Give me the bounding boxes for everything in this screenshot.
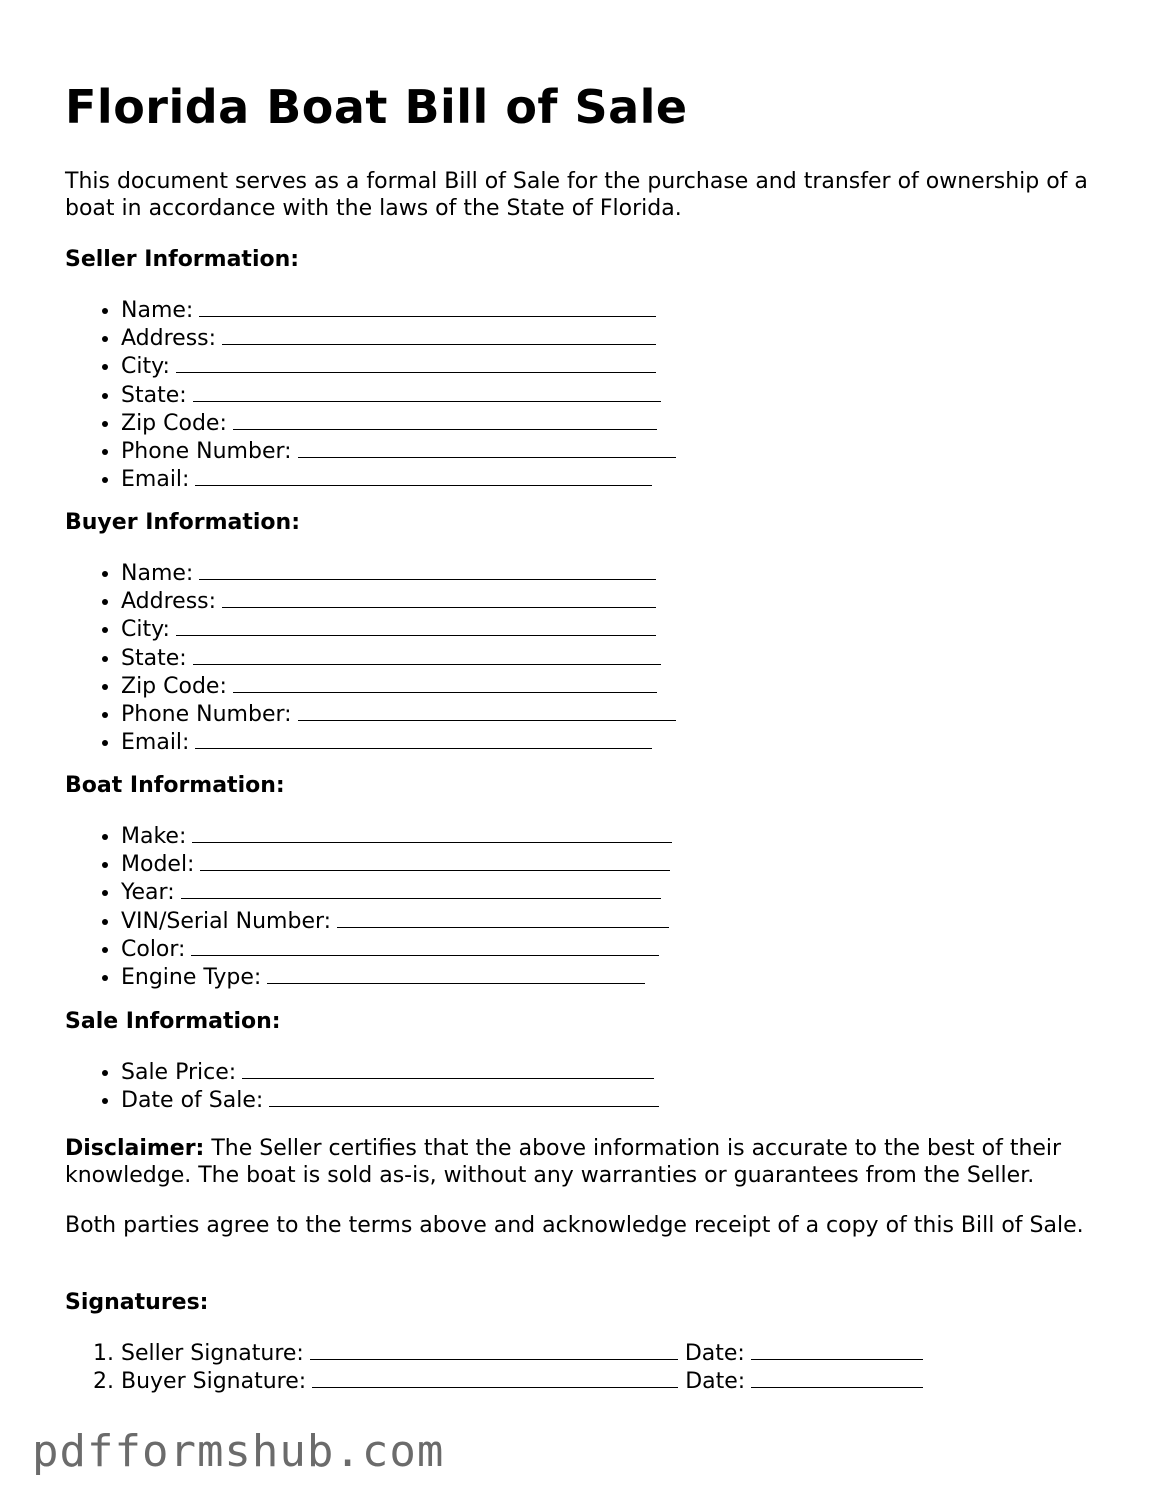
seller-phone-field: • Phone Number: [121, 437, 676, 465]
boat-engine-field: • Engine Type: [121, 963, 672, 991]
seller-email-field: • Email: [121, 465, 676, 493]
seller-field-list [65, 296, 676, 493]
boat-make-field: • Make: [121, 822, 672, 850]
intro-paragraph: This document serves as a formal Bill of Sale for the purchase and transfer of ownership of a boat in accordance with the laws of the State of Florida. [65, 169, 1088, 221]
seller-city-blank[interactable] [176, 352, 656, 373]
disclaimer-paragraph [65, 1135, 1100, 1189]
sale-price-field: • Sale Price: [121, 1058, 659, 1086]
buyer-address-blank[interactable] [222, 587, 656, 608]
buyer-zip-field: • Zip Code: [121, 672, 676, 700]
seller-city-field: • City: [121, 352, 676, 380]
seller-signature-item: 1. Seller Signature: Date: [121, 1339, 923, 1367]
buyer-name-blank[interactable] [199, 559, 656, 580]
buyer-state-field: • State: [121, 644, 676, 672]
seller-signature-blank[interactable] [310, 1339, 678, 1360]
buyer-section-heading: Buyer Information: [65, 510, 300, 535]
boat-engine-blank[interactable] [267, 963, 645, 984]
seller-email-blank[interactable] [195, 465, 652, 486]
document-title: Florida Boat Bill of Sale [65, 80, 688, 134]
boat-vin-blank[interactable] [337, 907, 669, 928]
buyer-phone-field: • Phone Number: [121, 700, 676, 728]
buyer-field-list [65, 559, 676, 756]
buyer-city-blank[interactable] [176, 615, 656, 636]
sale-date-blank[interactable] [269, 1086, 659, 1107]
boat-color-blank[interactable] [191, 935, 659, 956]
boat-model-blank[interactable] [200, 850, 670, 871]
boat-year-field: • Year: [121, 878, 672, 906]
seller-zip-blank[interactable] [233, 409, 657, 430]
boat-field-list [65, 822, 672, 991]
sale-section-heading: Sale Information: [65, 1009, 281, 1034]
buyer-email-field: • Email: [121, 728, 676, 756]
watermark: pdfformshub.com [32, 1426, 445, 1477]
boat-section-heading: Boat Information: [65, 773, 285, 798]
boat-color-field: • Color: [121, 935, 672, 963]
boat-year-blank[interactable] [181, 878, 661, 899]
signatures-list [65, 1339, 923, 1395]
buyer-email-blank[interactable] [195, 728, 652, 749]
buyer-state-blank[interactable] [193, 644, 661, 665]
seller-phone-blank[interactable] [298, 437, 676, 458]
agreement-paragraph: Both parties agree to the terms above and acknowledge receipt of a copy of this Bill of Sale. [65, 1213, 1084, 1238]
seller-state-field: • State: [121, 381, 676, 409]
buyer-signature-item: 2. Buyer Signature: Date: [121, 1367, 923, 1395]
seller-signature-date-blank[interactable] [751, 1339, 923, 1360]
buyer-phone-blank[interactable] [298, 700, 676, 721]
boat-model-field: • Model: [121, 850, 672, 878]
seller-section-heading: Seller Information: [65, 247, 300, 272]
sale-date-field: • Date of Sale: [121, 1086, 659, 1114]
seller-state-blank[interactable] [193, 381, 661, 402]
sale-field-list [65, 1058, 659, 1114]
buyer-signature-date-blank[interactable] [751, 1367, 923, 1388]
buyer-name-field: • Name: [121, 559, 676, 587]
buyer-city-field: • City: [121, 615, 676, 643]
sale-price-blank[interactable] [242, 1058, 654, 1079]
boat-vin-field: • VIN/Serial Number: [121, 907, 672, 935]
signatures-section-heading: Signatures: [65, 1290, 209, 1315]
buyer-signature-blank[interactable] [312, 1367, 678, 1388]
seller-name-blank[interactable] [199, 296, 656, 317]
buyer-zip-blank[interactable] [233, 672, 657, 693]
seller-name-field: • Name: [121, 296, 676, 324]
seller-address-blank[interactable] [222, 324, 656, 345]
seller-zip-field: • Zip Code: [121, 409, 676, 437]
seller-address-field: • Address: [121, 324, 676, 352]
disclaimer-label: Disclaimer: [65, 1136, 205, 1161]
buyer-address-field: • Address: [121, 587, 676, 615]
boat-make-blank[interactable] [192, 822, 672, 843]
disclaimer-text: The Seller certifies that the above information is accurate to the best of their knowledge. The boat is sold as-is, without any warranties or guarantees from the Seller. [65, 1136, 1062, 1188]
